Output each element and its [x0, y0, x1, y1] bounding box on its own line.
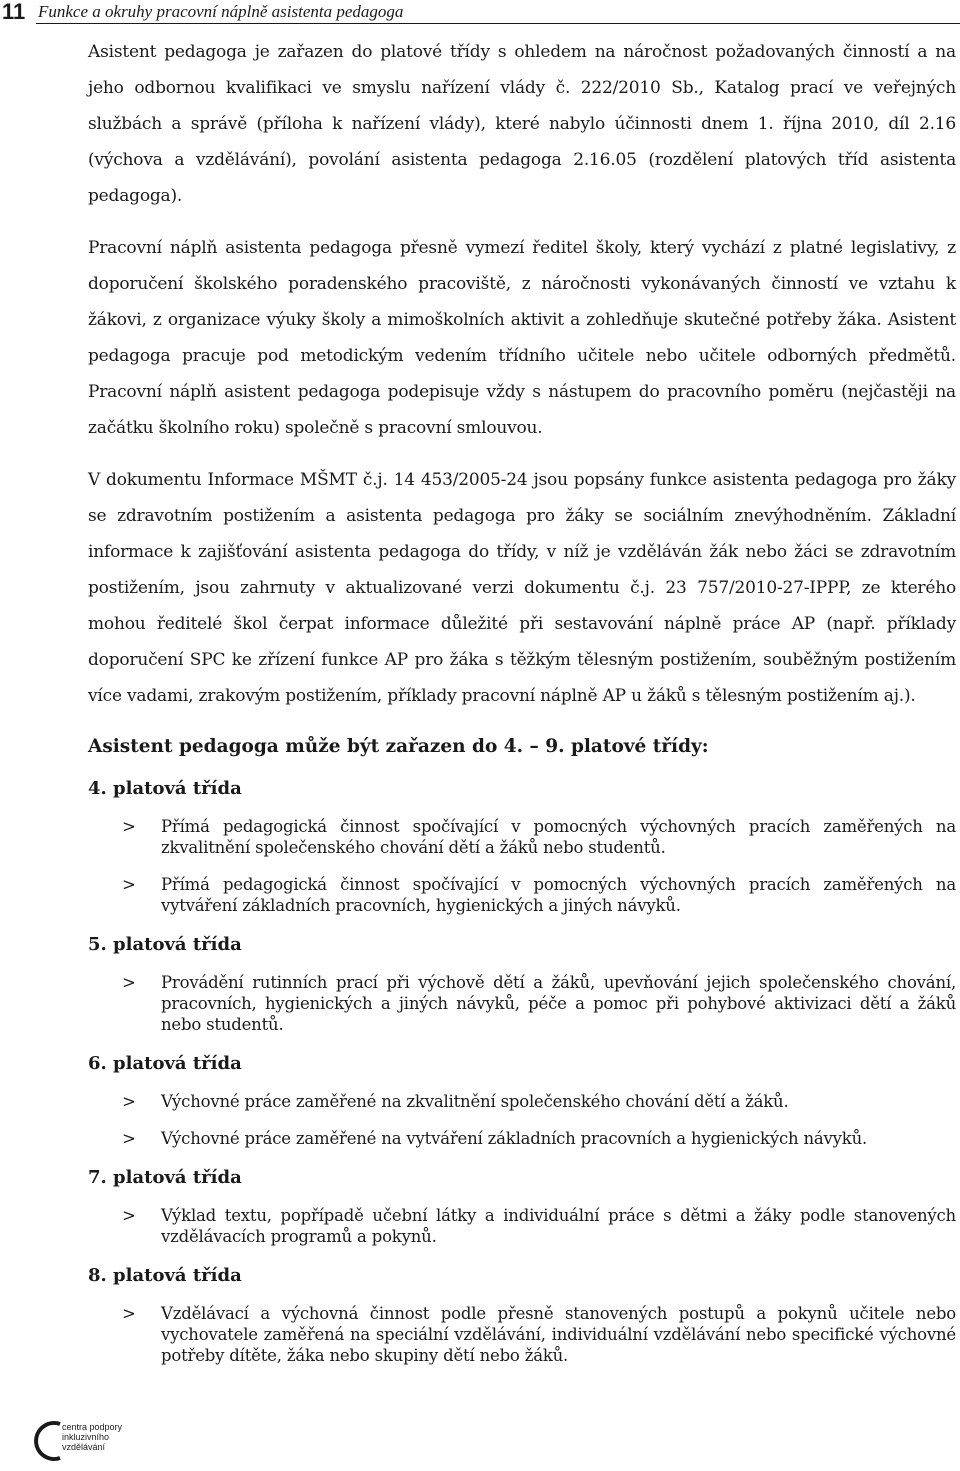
bullet-icon: > [122, 1206, 136, 1225]
logo-line: inkluzivního vzdělávání [62, 1432, 110, 1452]
chapter-title: Funkce a okruhy pracovní náplně asistenta pedagoga [38, 2, 404, 21]
list-item [88, 1091, 956, 1112]
grade-5 [88, 932, 956, 1035]
logo-text [62, 1422, 140, 1452]
list-item-text: Vzdělávací a výchovná činnost podle přesně stanovených postupů a pokynů učitele nebo vychovatele zaměřená na speciální vzdělávání, individuální vzdělávání nebo specifické výchovné potřeby dítěte, žáka nebo skupiny dětí nebo žáků. [161, 1304, 956, 1365]
page-number: 11 [2, 0, 26, 24]
list-item-text: Provádění rutinních prací při výchově dětí a žáků, upevňování jejich společenského chování, pracovních, hygienických a jiných návyků, péče a pomoc při pohybové aktivizaci dětí a žáků nebo studentů. [161, 973, 956, 1034]
list-item-text: Přímá pedagogická činnost spočívající v pomocných výchovných pracích zaměřených na vytváření základních pracovních, hygienických a jiných návyků. [161, 875, 956, 915]
page-header [0, 0, 960, 26]
grade-4 [88, 776, 956, 916]
grade-title: 5. platová třída [88, 934, 242, 955]
paragraph-salary-classification: Asistent pedagoga je zařazen do platové třídy s ohledem na náročnost požadovaných činností a na jeho odbornou kvalifikaci ve smyslu nařízení vlády č. 222/2010 Sb., Katalog prací ve veřejných službách a správě (příloha k nařízení vlády), které nabylo účinnosti dnem 1. října 2010, díl 2.16 (výchova a vzdělávání), povolání asistenta pedagoga 2.16.05 (rozdělení platových tříd asistenta pedagoga). [88, 42, 956, 206]
grade-7 [88, 1165, 956, 1247]
list-item-text: Výklad textu, popřípadě učební látky a individuální práce s dětmi a žáky podle stanovených vzdělávacích programů a pokynů. [161, 1206, 956, 1246]
logo-line: centra podpory [62, 1422, 123, 1432]
list-item [88, 1303, 956, 1366]
list-item [88, 1205, 956, 1247]
list-item-text: Přímá pedagogická činnost spočívající v pomocných výchovných pracích zaměřených na zkvalitnění společenského chování dětí a žáků nebo studentů. [161, 817, 956, 857]
grade-8 [88, 1263, 956, 1366]
organization-logo [30, 1416, 140, 1464]
bullet-icon: > [122, 1304, 136, 1323]
bullet-icon: > [122, 875, 136, 894]
list-item [88, 874, 956, 916]
list-item-text: Výchovné práce zaměřené na zkvalitnění společenského chování dětí a žáků. [161, 1092, 789, 1111]
header-divider [36, 23, 960, 24]
grade-6 [88, 1051, 956, 1149]
section-heading: Asistent pedagoga může být zařazen do 4. – 9. platové třídy: [88, 736, 709, 757]
paragraph-msmt-document: V dokumentu Informace MŠMT č.j. 14 453/2005-24 jsou popsány funkce asistenta pedagoga pro žáky se zdravotním postižením a asistenta pedagoga pro žáky se sociálním znevýhodněním. Základní informace k zajišťování asistenta pedagoga do třídy, v níž je vzděláván žák nebo žáci se zdravotním postižením, jsou zahrnuty v aktualizované verzi dokumentu č.j. 23 757/2010-27-IPPP, ze kterého mohou ředitelé škol čerpat informace důležité při sestavování náplně práce AP (např. příklady doporučení SPC ke zřízení funkce AP pro žáka s těžkým tělesným postižením, souběžným postižením více vadami, zrakovým postižením, příklady pracovní náplně AP u žáků s tělesným postižením aj.). [88, 470, 956, 706]
bullet-icon: > [122, 973, 136, 992]
bullet-icon: > [122, 1092, 136, 1111]
bullet-icon: > [122, 817, 136, 836]
grade-title: 6. platová třída [88, 1053, 242, 1074]
list-item [88, 1128, 956, 1149]
paragraph-job-description: Pracovní náplň asistenta pedagoga přesně vymezí ředitel školy, který vychází z platné legislativy, z doporučení školského poradenského pracoviště, z náročnosti vykonávaných činností ve vztahu k žákovi, z organizace výuky školy a mimoškolních aktivit a zohledňuje skutečné potřeby žáka. Asistent pedagoga pracuje pod metodickým vedením třídního učitele nebo učitele odborných předmětů. Pracovní náplň asistent pedagoga podepisuje vždy s nástupem do pracovního poměru (nejčastěji na začátku školního roku) společně s pracovní smlouvou. [88, 238, 956, 438]
list-item [88, 816, 956, 858]
list-item [88, 972, 956, 1035]
page-content [88, 34, 956, 1382]
grade-title: 4. platová třída [88, 778, 242, 799]
grade-title: 7. platová třída [88, 1167, 242, 1188]
grade-title: 8. platová třída [88, 1265, 242, 1286]
bullet-icon: > [122, 1129, 136, 1148]
list-item-text: Výchovné práce zaměřené na vytváření základních pracovních a hygienických návyků. [161, 1129, 868, 1148]
